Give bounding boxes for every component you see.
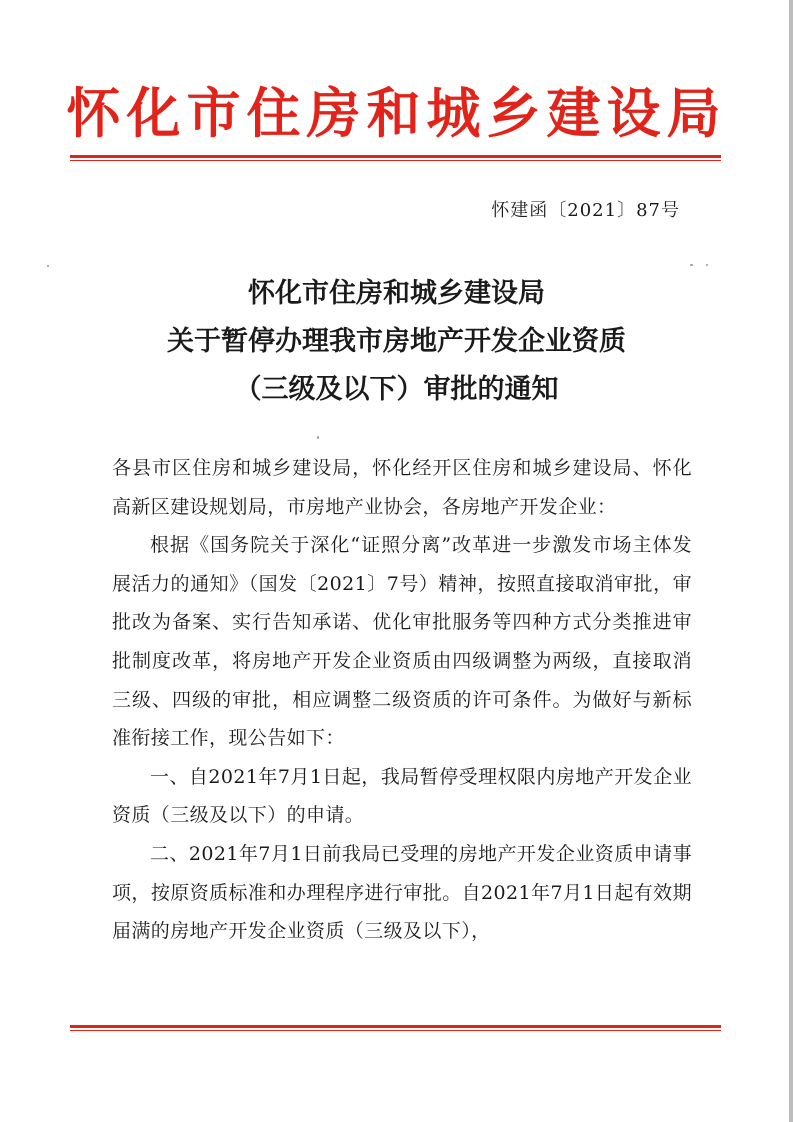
paragraph-item-1: 一、自2021年7月1日起，我局暂停受理权限内房地产开发企业资质（三级及以下）的申请。 [112,765,692,827]
scan-speck [706,264,708,266]
notice-title-line-1: 怀化市住房和城乡建设局 [248,278,545,309]
notice-title-line-3: （三级及以下）审批的通知 [234,374,559,405]
scan-speck [317,436,319,439]
paragraph-item-2: 二、2021年7月1日前我局已受理的房地产开发企业资质申请事项，按原资质标准和办理程序进行审批。自2021年7月1日起有效期届满的房地产开发企业资质（三级及以下）， [112,842,692,943]
recipients: 各县市区住房和城乡建设局，怀化经开区住房和城乡建设局、怀化高新区建设规划局，市房地产业协会，各房地产开发企业： [112,457,692,518]
footer-rule-thin [70,1030,721,1031]
letterhead-title: 怀化市住房和城乡建设局 [66,82,727,145]
paragraph-basis: 根据《国务院关于深化“证照分离”改革进一步激发市场主体发展活力的通知》（国发〔2021〕7号）精神，按照直接取消审批，审批改为备案、实行告知承诺、优化审批服务等四种方式分类推进审批制度改革，将房地产开发企业资质由四级调整为两级，直接取消三级、四级的审批，相应调整二级资质的许可条件。为做好与新标准衔接工作，现公告如下： [112,534,692,750]
scan-speck [690,264,693,266]
notice-body [112,449,692,951]
letterhead-rule-thick [70,155,721,158]
scan-speck [47,265,49,267]
letterhead-rule-thin [70,160,721,161]
document-number: 怀建函〔2021〕87号 [491,200,680,221]
footer-rule-thick [70,1025,721,1028]
notice-title-line-2: 关于暂停办理我市房地产开发企业资质 [167,326,626,357]
scan-edge [789,0,793,1122]
